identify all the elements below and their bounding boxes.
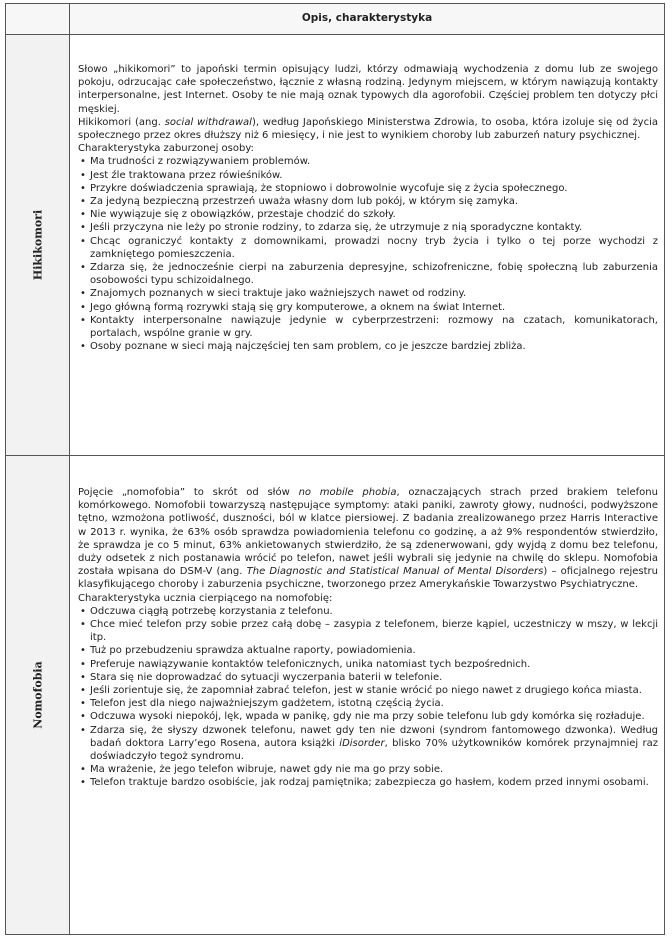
- hikikomori-label: Hikikomori: [30, 209, 44, 281]
- list-item: • Preferuje nawiązywanie kontaktów telefonicznych, unika natomiast tych bezpośrednich.: [78, 658, 658, 671]
- list-item: • Stara się nie doprowadzać do sytuacji wyczerpania baterii w telefonie.: [78, 671, 658, 684]
- hikikomori-definition: Hikikomori (ang. social withdrawal), według Japońskiego Ministerstwa Zdrowia, to osoba, która izoluje się od życia społecznego przez okres dłuższy niż 6 miesięcy, i nie jest to wynikiem choroby lub zaburzeń natury psychicznej.: [78, 116, 659, 142]
- list-item: • Odczuwa ciągłą potrzebę korzystania z telefonu.: [78, 605, 658, 618]
- list-item: • Przykre doświadczenia sprawiają, że stopniowo i dobrowolnie wycofuje się z życia społecznego.: [78, 182, 658, 195]
- list-item: • Chcąc ograniczyć kontakty z domownikami, prowadzi nocny tryb życia i tylko o tej porze wychodzi z zamkniętego pomieszczenia.: [78, 235, 658, 261]
- hikikomori-list: [78, 155, 658, 353]
- list-item: • Zdarza się, że słyszy dzwonek telefonu, nawet gdy ten nie dzwoni (syndrom fantomowego dzwonka). Według badań doktora Larry’ego Rosena, autora książki iDisorder, blisko 70% użytkowników komórek przynajmniej raz doświadczyło tegoż syndromu.: [78, 724, 658, 764]
- nomofobia-label: Nomofobia: [30, 661, 44, 729]
- list-item: • Za jedyną bezpieczną przestrzeń uważa własny dom lub pokój, w którym się zamyka.: [78, 195, 658, 208]
- list-item: • Zdarza się, że jednocześnie cierpi na zaburzenia depresyjne, schizofreniczne, fobię społeczną lub zaburzenia osobowości typu schizoidalnego.: [78, 261, 658, 287]
- header-corner-cell: [6, 4, 70, 35]
- list-item: • Jeśli zorientuje się, że zapomniał zabrać telefon, jest w stanie wrócić po niego nawet z drugiego końca miasta.: [78, 684, 658, 697]
- hikikomori-list-title: Charakterystyka zaburzonej osoby:: [78, 143, 254, 155]
- list-item: • Kontakty interpersonalne nawiązuje jedynie w cyberprzestrzeni: rozmowy na czatach, komunikatorach, portalach, wspólne granie w gry.: [78, 314, 658, 340]
- description-table: [5, 3, 665, 935]
- nomofobia-list: [78, 605, 658, 790]
- document-page: [5, 3, 665, 938]
- list-item: • Telefon jest dla niego najważniejszym gadżetem, istotną częścią życia.: [78, 697, 658, 710]
- hikikomori-label-cell: [6, 35, 70, 456]
- hikikomori-content: [70, 35, 665, 456]
- nomofobia-row: [6, 456, 665, 935]
- list-item: • Odczuwa wysoki niepokój, lęk, wpada w panikę, gdy nie ma przy sobie telefonu lub gdy komórka się rozładuje.: [78, 710, 658, 723]
- list-item: • Telefon traktuje bardzo osobiście, jak rodzaj pamiętnika; zabezpiecza go hasłem, kodem przed innymi osobami.: [78, 776, 658, 789]
- list-item: • Jego główną formą rozrywki stają się gry komputerowe, a oknem na świat Internet.: [78, 301, 658, 314]
- list-item: • Nie wywiązuje się z obowiązków, przestaje chodzić do szkoły.: [78, 208, 658, 221]
- list-item: • Ma wrażenie, że jego telefon wibruje, nawet gdy nie ma go przy sobie.: [78, 763, 658, 776]
- nomofobia-label-cell: [6, 456, 70, 935]
- list-item: • Znajomych poznanych w sieci traktuje jako ważniejszych nawet od rodziny.: [78, 287, 658, 300]
- column-header: Opis, charakterystyka: [70, 4, 665, 35]
- table-header-row: [6, 4, 665, 35]
- nomofobia-list-title: Charakterystyka ucznia cierpiącego na nomofobię:: [78, 592, 333, 604]
- nomofobia-intro: Pojęcie „nomofobia” to skrót od słów no mobile phobia, oznaczających strach przed brakiem telefonu komórkowego. Nomofobii towarzyszą następujące symptomy: ataki paniki, zawroty głowy, nudności, podwyższone tętno, wzmożona potliwość, duszności, ból w klatce piersiowej. Z badania zrealizowanego przez Harris Interactive w 2013 r. wynika, że 63% osób sprawdza powiadomienia telefonu co godzinę, a aż 9% respondentów stwierdziło, że sprawdza je co 5 minut, 63% ankietowanych stwierdziło, że są zdenerwowani, gdy wyjdą z domu bez telefonu, duży odsetek z nich postanawia wrócić po telefon, nawet jeśli wybrali się jedynie na chwilę do sklepu. Nomofobia została wpisana do DSM-V (ang. The Diagnostic and Statistical Manual of Mental Disorders) – oficjalnego rejestru klasyfikującego choroby i zaburzenia psychiczne, tworzonego przez Amerykańskie Towarzystwo Psychiatryczne.: [78, 487, 658, 591]
- list-item: • Jest źle traktowana przez rówieśników.: [78, 169, 658, 182]
- list-item: • Chce mieć telefon przy sobie przez całą dobę – zasypia z telefonem, bierze kąpiel, uczestniczy w mszy, w lekcji itp.: [78, 618, 658, 644]
- list-item: • Jeśli przyczyna nie leży po stronie rodziny, to zdarza się, że utrzymuje z nią sporadyczne kontakty.: [78, 221, 658, 234]
- list-item: • Osoby poznane w sieci mają najczęściej ten sam problem, co je jeszcze bardziej zbliża.: [78, 340, 658, 353]
- hikikomori-intro: Słowo „hikikomori” to japoński termin opisujący ludzi, którzy odmawiają wychodzenia z domu lub ze swojego pokoju, odrzucając całe społeczeństwo, łącznie z własną rodziną. Jedynym miejscem, w którym nawiązują kontakty interpersonalne, jest Internet. Osoby te nie mają oznak typowych dla agorofobii. Częściej problem ten dotyczy płci męskiej.: [78, 64, 658, 115]
- nomofobia-content: [70, 456, 665, 935]
- list-item: • Ma trudności z rozwiązywaniem problemów.: [78, 155, 658, 168]
- hikikomori-row: [6, 35, 665, 456]
- list-item: • Tuż po przebudzeniu sprawdza aktualne raporty, powiadomienia.: [78, 644, 658, 657]
